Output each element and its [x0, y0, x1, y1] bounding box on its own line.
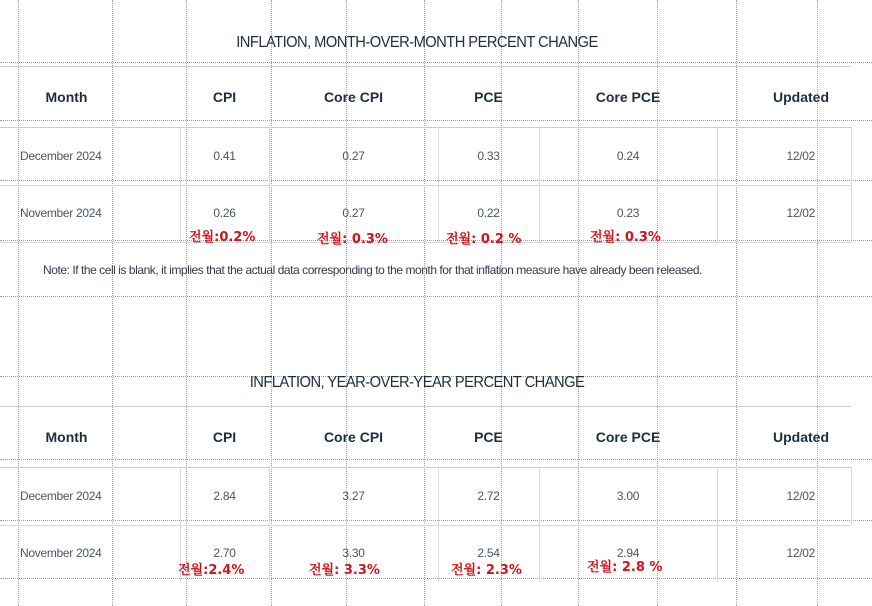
cell-core-pce: 0.23: [616, 206, 640, 220]
cell-core-cpi: 0.27: [342, 206, 365, 220]
table-row: [0, 524, 851, 582]
annotation-cpi-prev: 전월:2.4%: [178, 563, 245, 578]
mom-header-row: [0, 66, 851, 128]
header-pce: PCE: [474, 89, 503, 105]
cell-month: November 2024: [20, 546, 102, 560]
table-note: Note: If the cell is blank, it implies that the actual data corresponding to the month for that inflation measure have already been released.: [43, 263, 702, 277]
header-cpi: CPI: [212, 89, 237, 105]
annotation-cpi-prev: 전월:0.2%: [189, 230, 256, 245]
annotation-core-pce-prev: 전월: 2.8 %: [587, 560, 663, 575]
table-row: [0, 127, 851, 186]
header-updated: Updated: [773, 89, 829, 105]
header-core-cpi: Core CPI: [323, 89, 384, 105]
cell-core-cpi: 3.27: [342, 489, 365, 503]
cell-cpi: 0.41: [213, 149, 236, 163]
cell-updated: 12/02: [786, 489, 815, 503]
cell-month: December 2024: [20, 149, 102, 163]
table-row: [0, 184, 851, 243]
mom-table-title: INFLATION, MONTH-OVER-MONTH PERCENT CHANGE: [236, 34, 598, 51]
header-core-pce: Core PCE: [595, 89, 661, 105]
cell-core-pce: 3.00: [616, 489, 640, 503]
annotation-pce-prev: 전월: 0.2 %: [446, 232, 522, 247]
annotation-core-pce-prev: 전월: 0.3%: [590, 230, 661, 245]
cell-pce: 2.54: [477, 546, 500, 560]
cell-updated: 12/02: [786, 206, 815, 220]
cell-core-pce: 2.94: [616, 546, 640, 560]
cell-cpi: 2.84: [213, 489, 236, 503]
cell-month: November 2024: [20, 206, 102, 220]
cell-pce: 0.22: [477, 206, 500, 220]
annotation-core-cpi-prev: 전월: 3.3%: [309, 563, 380, 578]
cell-updated: 12/02: [786, 546, 815, 560]
cell-month: December 2024: [20, 489, 102, 503]
cell-updated: 12/02: [786, 149, 815, 163]
table-row: [0, 467, 851, 526]
yoy-header-row: [0, 406, 851, 468]
header-cpi: CPI: [212, 429, 237, 445]
header-month: Month: [45, 429, 88, 445]
cell-pce: 2.72: [477, 489, 500, 503]
annotation-pce-prev: 전월: 2.3%: [451, 563, 522, 578]
yoy-table-title: INFLATION, YEAR-OVER-YEAR PERCENT CHANGE: [249, 374, 585, 391]
header-pce: PCE: [474, 429, 503, 445]
annotation-core-cpi-prev: 전월: 0.3%: [317, 232, 388, 247]
header-updated: Updated: [773, 429, 829, 445]
header-core-pce: Core PCE: [595, 429, 661, 445]
cell-cpi: 2.70: [213, 546, 236, 560]
header-core-cpi: Core CPI: [323, 429, 384, 445]
cell-cpi: 0.26: [213, 206, 236, 220]
cell-core-cpi: 3.30: [342, 546, 365, 560]
cell-core-pce: 0.24: [616, 149, 640, 163]
header-month: Month: [45, 89, 88, 105]
cell-core-cpi: 0.27: [342, 149, 365, 163]
cell-pce: 0.33: [477, 149, 500, 163]
